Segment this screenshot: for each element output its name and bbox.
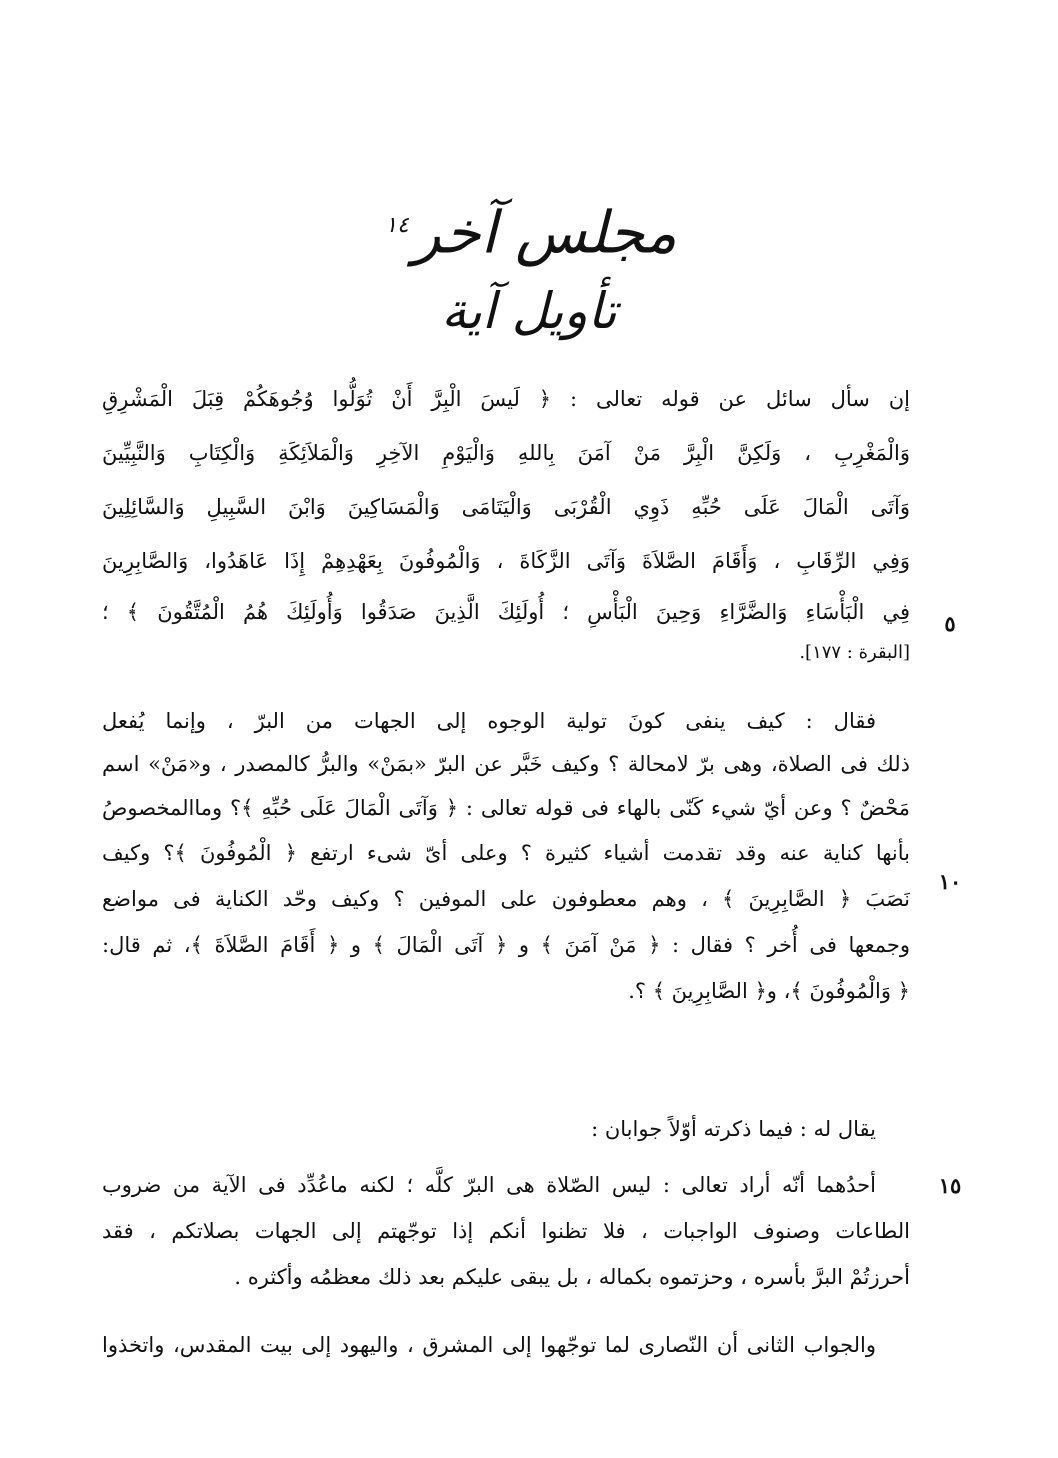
text-line: نَصَبَ ﴿ الصَّابِرِينَ ﴾ ، وهم معطوفون على الموفين ؟ وكيف وحّد الكناية فى مواضع [102,887,910,911]
line-number-5: ٥ [944,611,956,636]
verse-citation: [البقرة : ١٧٧]. [799,642,910,663]
text-line: وَفِي الرِّقَابِ ، وَأَقَامَ الصَّلاَةَ وَآتَى الزَّكَاةَ ، وَالْمُوفُونَ بِعَهْدِهِمْ إِذَا عَاهَدُوا، وَالصَّابِرِينَ [102,549,910,573]
text-line: ذلك فى الصلاة، وهى برّ لامحالة ؟ وكيف خَبَّر عن البرّ «بمَنْ» والبرُّ كالمصدر ، و«مَنْ» اسم [102,752,910,776]
text-line: بأنها كناية عنه وقد تقدمت أشياء كثيرة ؟ وعلى أىّ شىء ارتفع ﴿ الْمُوفُونَ ﴾؟ وكيف [102,841,910,865]
title-number: ١٤ [385,213,409,238]
paragraph-2 [102,700,910,1014]
line-number-15: ١٥ [938,1173,962,1198]
text-line: أحرزتُمْ البرَّ بأسره ، وحزتموه بكماله ، بل يبقى عليكم بعد ذلك معظمُه وأكثره . [234,1265,910,1289]
text-line: فقال : كيف ينفى كونَ تولية الوجوه إلى الجهات من البرّ ، وإنما يُفعل [102,709,876,733]
text-line: ﴿ وَالْمُوفُونَ ﴾، و﴿ الصَّابِرِينَ ﴾ ؟. [628,979,910,1003]
text-line: يقال له : فيما ذكرته أوّلاً جوابان : [591,1117,876,1141]
text-line: وجمعها فى أُخر ؟ فقال : ﴿ مَنْ آمَنَ ﴾ و ﴿ آتَى الْمَالَ ﴾ و ﴿ أَقَامَ الصَّلاَةَ ﴾، ثم قال: [102,933,910,957]
paragraph-4 [102,1162,910,1300]
page-title [0,190,1058,268]
text-line: فِي الْبَأْسَاءِ وَالضَّرَّاءِ وَحِينَ الْبَأْسِ ؛ أُولَئِكَ الَّذِينَ صَدَقُوا وَأُولَئِكَ هُمُ الْمُتَّقُونَ ﴾ ؛ [102,600,910,624]
text-line: إن سأل سائل عن قوله تعالى : ﴿ لَيسَ الْبِرَّ أَنْ تُوَلُّوا وُجُوهَكُمْ قِبَلَ الْمَشْرِقِ [102,387,910,411]
text-line: وَالْمَغْرِبِ ، وَلَكِنَّ الْبِرَّ مَنْ آمَنَ بِاللهِ وَالْيَوْمِ الآخِرِ وَالْمَلاَئِكَةِ وَالْكِتَابِ وَالنَّبِيِّينَ [102,441,910,465]
paragraph-1 [102,372,910,670]
text-line: مَحْضٌ ؟ وعن أيّ شيء كَنّى بالهاء فى قوله تعالى : ﴿ وَآتَى الْمَالَ عَلَى حُبِّهِ ﴾؟ وماالمخصوصُ [102,796,910,820]
paragraph-3 [102,1108,910,1150]
text-line: وَآتَى الْمَالَ عَلَى حُبِّهِ ذَوِي الْقُرْبَى وَالْيَتَامَى وَالْمَسَاكِينَ وَابْنَ السَّبِيلِ وَالسَّائِلِينَ [102,495,910,519]
paragraph-5 [102,1322,910,1368]
title-text: مجلس آخر [412,198,677,267]
line-number-10: ١٠ [938,869,962,894]
text-line: أحدُهما أنّه أراد تعالى : ليس الصّلاة هى البرّ كلَّه ؛ لكنه ماعُدِّد فى الآية من ضروب [102,1173,876,1197]
text-line: والجواب الثانى أن النّصارى لما توجّهوا إلى المشرق ، واليهود إلى بيت المقدس، واتخذوا [102,1333,876,1357]
text-line: الطاعات وصنوف الواجبات ، فلا تظنوا أنكم إذا توجّهتم إلى الجهات بصلاتكم ، فقد [102,1219,910,1243]
page-subtitle: تأويل آية [441,282,617,340]
